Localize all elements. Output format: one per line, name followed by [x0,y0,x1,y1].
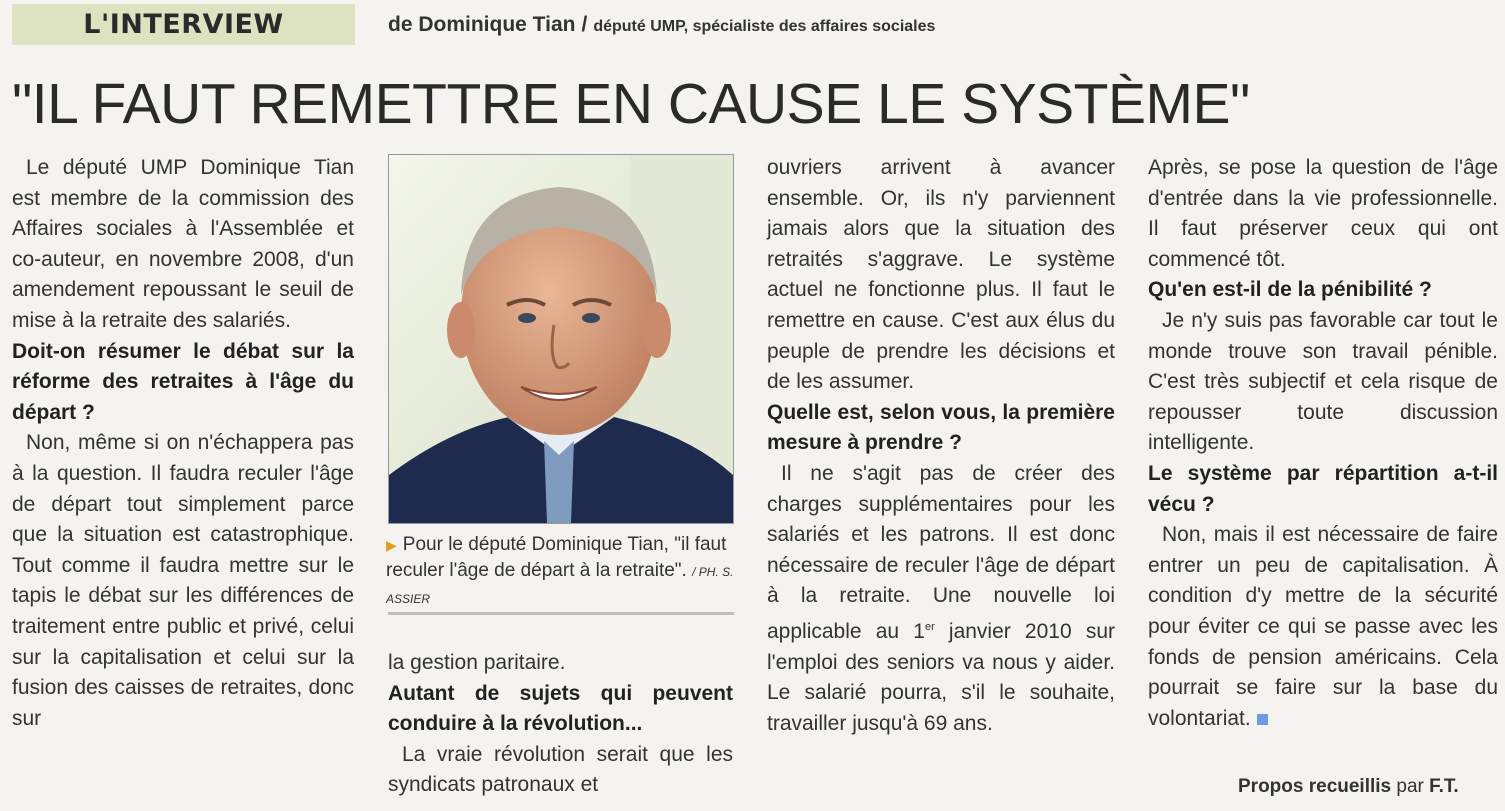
question-3: Quelle est, selon vous, la première mesure à prendre ? [767,400,1115,455]
caption-text: Pour le député Dominique Tian, "il faut reculer l'âge de départ à la retraite". [386,534,727,581]
headline: "IL FAUT REMETTRE EN CAUSE LE SYSTÈME" [12,72,1250,136]
caption-arrow-icon: ▶ [386,537,397,553]
portrait-illustration [389,155,733,523]
byline-separator: / [581,13,588,36]
byline-role: député UMP, spécialiste des affaires sociales [593,18,936,35]
signoff-prefix: Propos recueillis [1238,776,1392,797]
signoff-par: par [1396,776,1424,797]
answer-3-continued: Après, se pose la question de l'âge d'entrée dans la vie professionnelle. Il faut préserver ceux qui ont commencé tôt. [1148,156,1498,271]
intro-paragraph: Le député UMP Dominique Tian est membre de la commission des Affaires sociales à l'Assemblée et co-auteur, en novembre 2008, d'un amendement repoussant le seuil de mise à la retraite des salariés. [12,156,354,332]
article-column-3 [767,153,1115,739]
answer-2: La vraie révolution serait que les syndicats patronaux et [388,742,733,797]
answer-2-continued: ouvriers arrivent à avancer ensemble. Or, ils n'y parviennent jamais alors que la situation des retraités s'aggrave. Le système actuel ne fonctionne plus. Il faut le remettre en cause. C'est aux élus du peuple de prendre les décisions et de les assumer. [767,156,1115,394]
signoff [1238,776,1459,798]
question-4: Qu'en est-il de la pénibilité ? [1148,278,1432,302]
end-mark-icon [1257,714,1268,725]
answer-5 [1148,520,1498,734]
answer-5-text: Non, mais il est nécessaire de faire entrer un peu de capitalisation. À condition d'y mettre de la sécurité pour éviter ce qui se passe avec les fonds de pension américains. Cela pourrait se faire sur la base du volontariat. [1148,523,1498,730]
byline [388,13,935,37]
ordinal-superscript: er [924,620,935,633]
signoff-initials: F.T. [1429,776,1459,797]
answer-1: Non, même si on n'échappera pas à la question. Il faudra reculer l'âge de départ tout simplement parce que la situation est catastrophique. Tout comme il faudra mettre sur le tapis le débat sur les différences de traitement entre public et privé, celui sur la capitalisation et celui sur la fusion des caisses de retraites, donc sur [12,431,354,730]
photo-credit: / PH. S. ASSIER [386,565,734,606]
question-1: Doit-on résumer le débat sur la réforme des retraites à l'âge du départ ? [12,339,354,424]
portrait-photo [388,154,734,524]
byline-author: de Dominique Tian [388,13,576,36]
article-column-4 [1148,153,1498,734]
section-rubric: L'INTERVIEW [12,4,355,45]
article-column-2 [388,648,733,801]
caption-divider [388,612,734,615]
question-5: Le système par répartition a-t-il vécu ? [1148,461,1498,516]
photo-caption [386,532,736,612]
answer-3-part-1: Il ne s'agit pas de créer des charges supplémentaires pour les salariés et les patrons. Il est donc nécessaire de reculer l'âge de départ à la retraite. Une nouvelle loi applicable au 1 [767,461,1115,643]
answer-3 [767,459,1115,739]
answer-4: Je n'y suis pas favorable car tout le monde trouve son travail pénible. C'est très subjectif et cela risque de repousser toute discussion intelligente. [1148,308,1498,455]
answer-3-part-2: janvier 2010 sur l'emploi des seniors va nous y aider. Le salarié pourra, s'il le souhaite, travailler jusqu'à 69 ans. [767,619,1115,735]
answer-1-continued: la gestion paritaire. [388,651,566,674]
article-column-1 [12,153,354,734]
question-2: Autant de sujets qui peuvent conduire à la révolution... [388,681,733,736]
